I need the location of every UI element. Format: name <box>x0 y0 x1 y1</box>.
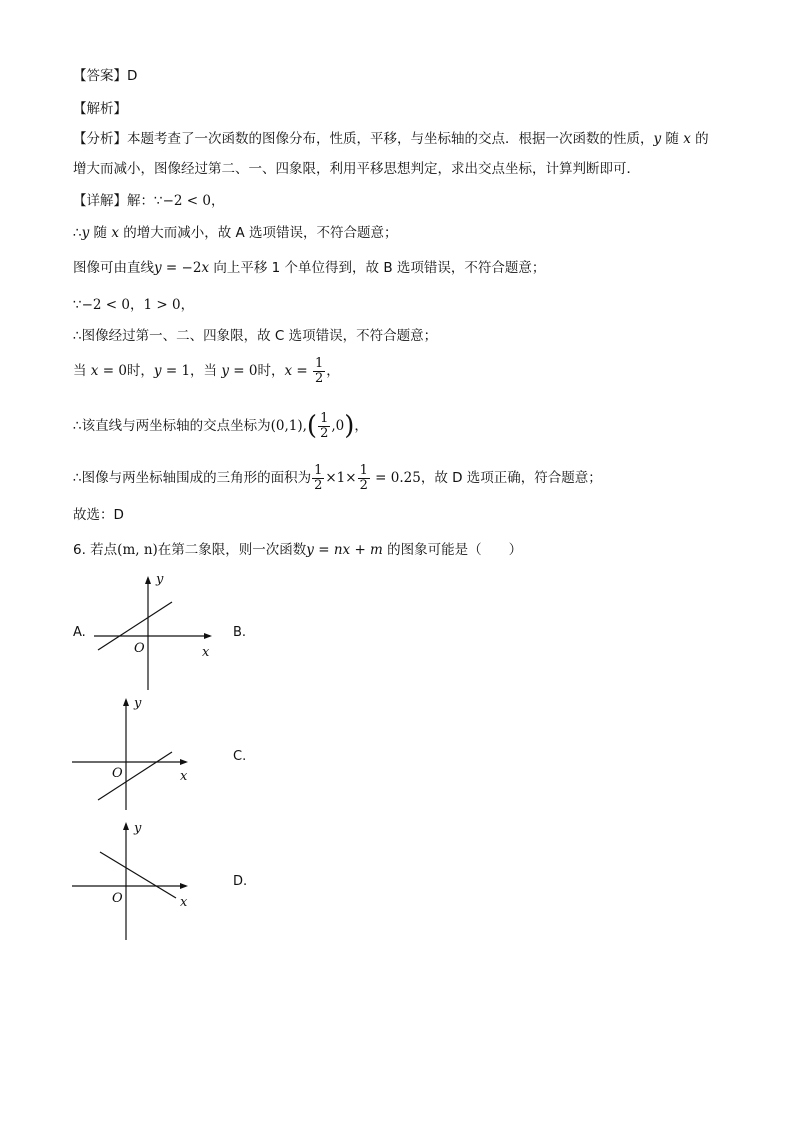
fraction-half: $\frac{1}{2}$ <box>320 410 329 441</box>
answer-line: 【答案】D <box>73 68 138 84</box>
step-6: ∴该直线与两坐标轴的交点坐标为(0,1),( $\frac{1}{2}$ ,0)， <box>73 410 368 441</box>
x-axis-arrow <box>180 883 188 889</box>
option-a-label[interactable]: A. <box>73 625 86 640</box>
function-line <box>98 752 172 800</box>
x-axis-arrow <box>180 759 188 765</box>
y-axis-label: y <box>156 572 164 587</box>
option-c-graph[interactable] <box>68 818 198 943</box>
option-a-graph[interactable] <box>90 568 220 693</box>
fenxi-line-1: 【分析】本题考查了一次函数的图像分布，性质，平移，与坐标轴的交点．根据一次函数的性质，y 随 x 的 <box>73 131 709 147</box>
x-axis-label: x <box>180 769 188 784</box>
option-b-label[interactable]: B. <box>233 625 247 640</box>
x-axis-label: x <box>180 895 188 910</box>
step-1: ∴y 随 x 的增大而减小，故 A 选项错误，不符合题意； <box>73 225 398 241</box>
step-5: 当 x = 0时，y = 1，当 y = 0时，x = $\frac{1}{2}$ ， <box>73 355 340 386</box>
option-c-label[interactable]: C. <box>233 749 247 764</box>
y-axis-label: y <box>134 821 142 836</box>
question-6: 6. 若点(m, n)在第二象限，则一次函数y = nx + m 的图象可能是（ ） <box>73 542 523 558</box>
y-axis-arrow <box>145 576 151 584</box>
analysis-heading: 【解析】 <box>73 101 127 117</box>
x-axis-label: x <box>202 645 210 660</box>
choose-line: 故选：D <box>73 507 124 523</box>
origin-label: O <box>112 766 123 781</box>
step-4: ∴图像经过第一、二、四象限，故 C 选项错误，不符合题意； <box>73 328 438 344</box>
fenxi-line-2: 增大而减小，图像经过第二、一、四象限，利用平移思想判定，求出交点坐标，计算判断即可． <box>73 161 640 177</box>
option-b-graph[interactable] <box>68 692 198 812</box>
xiangjie-line: 【详解】解：∵−2 < 0， <box>73 193 225 209</box>
origin-label: O <box>112 891 123 906</box>
step-7: ∴图像与两坐标轴围成的三角形的面积为 $\frac{1}{2}$ ×1× $\frac{1}{2}$ = 0.25，故 D 选项正确，符合题意； <box>73 462 602 493</box>
x-axis-arrow <box>204 633 212 639</box>
option-d-label[interactable]: D. <box>233 874 248 889</box>
y-axis-arrow <box>123 698 129 706</box>
origin-label: O <box>134 641 145 656</box>
y-axis-arrow <box>123 822 129 830</box>
y-axis-label: y <box>134 696 142 711</box>
step-3: ∵−2 < 0，1 > 0， <box>73 297 195 313</box>
step-2: 图像可由直线y = −2x 向上平移 1 个单位得到，故 B 选项错误，不符合题意； <box>73 260 546 276</box>
fraction-half: $\frac{1}{2}$ <box>314 355 324 386</box>
